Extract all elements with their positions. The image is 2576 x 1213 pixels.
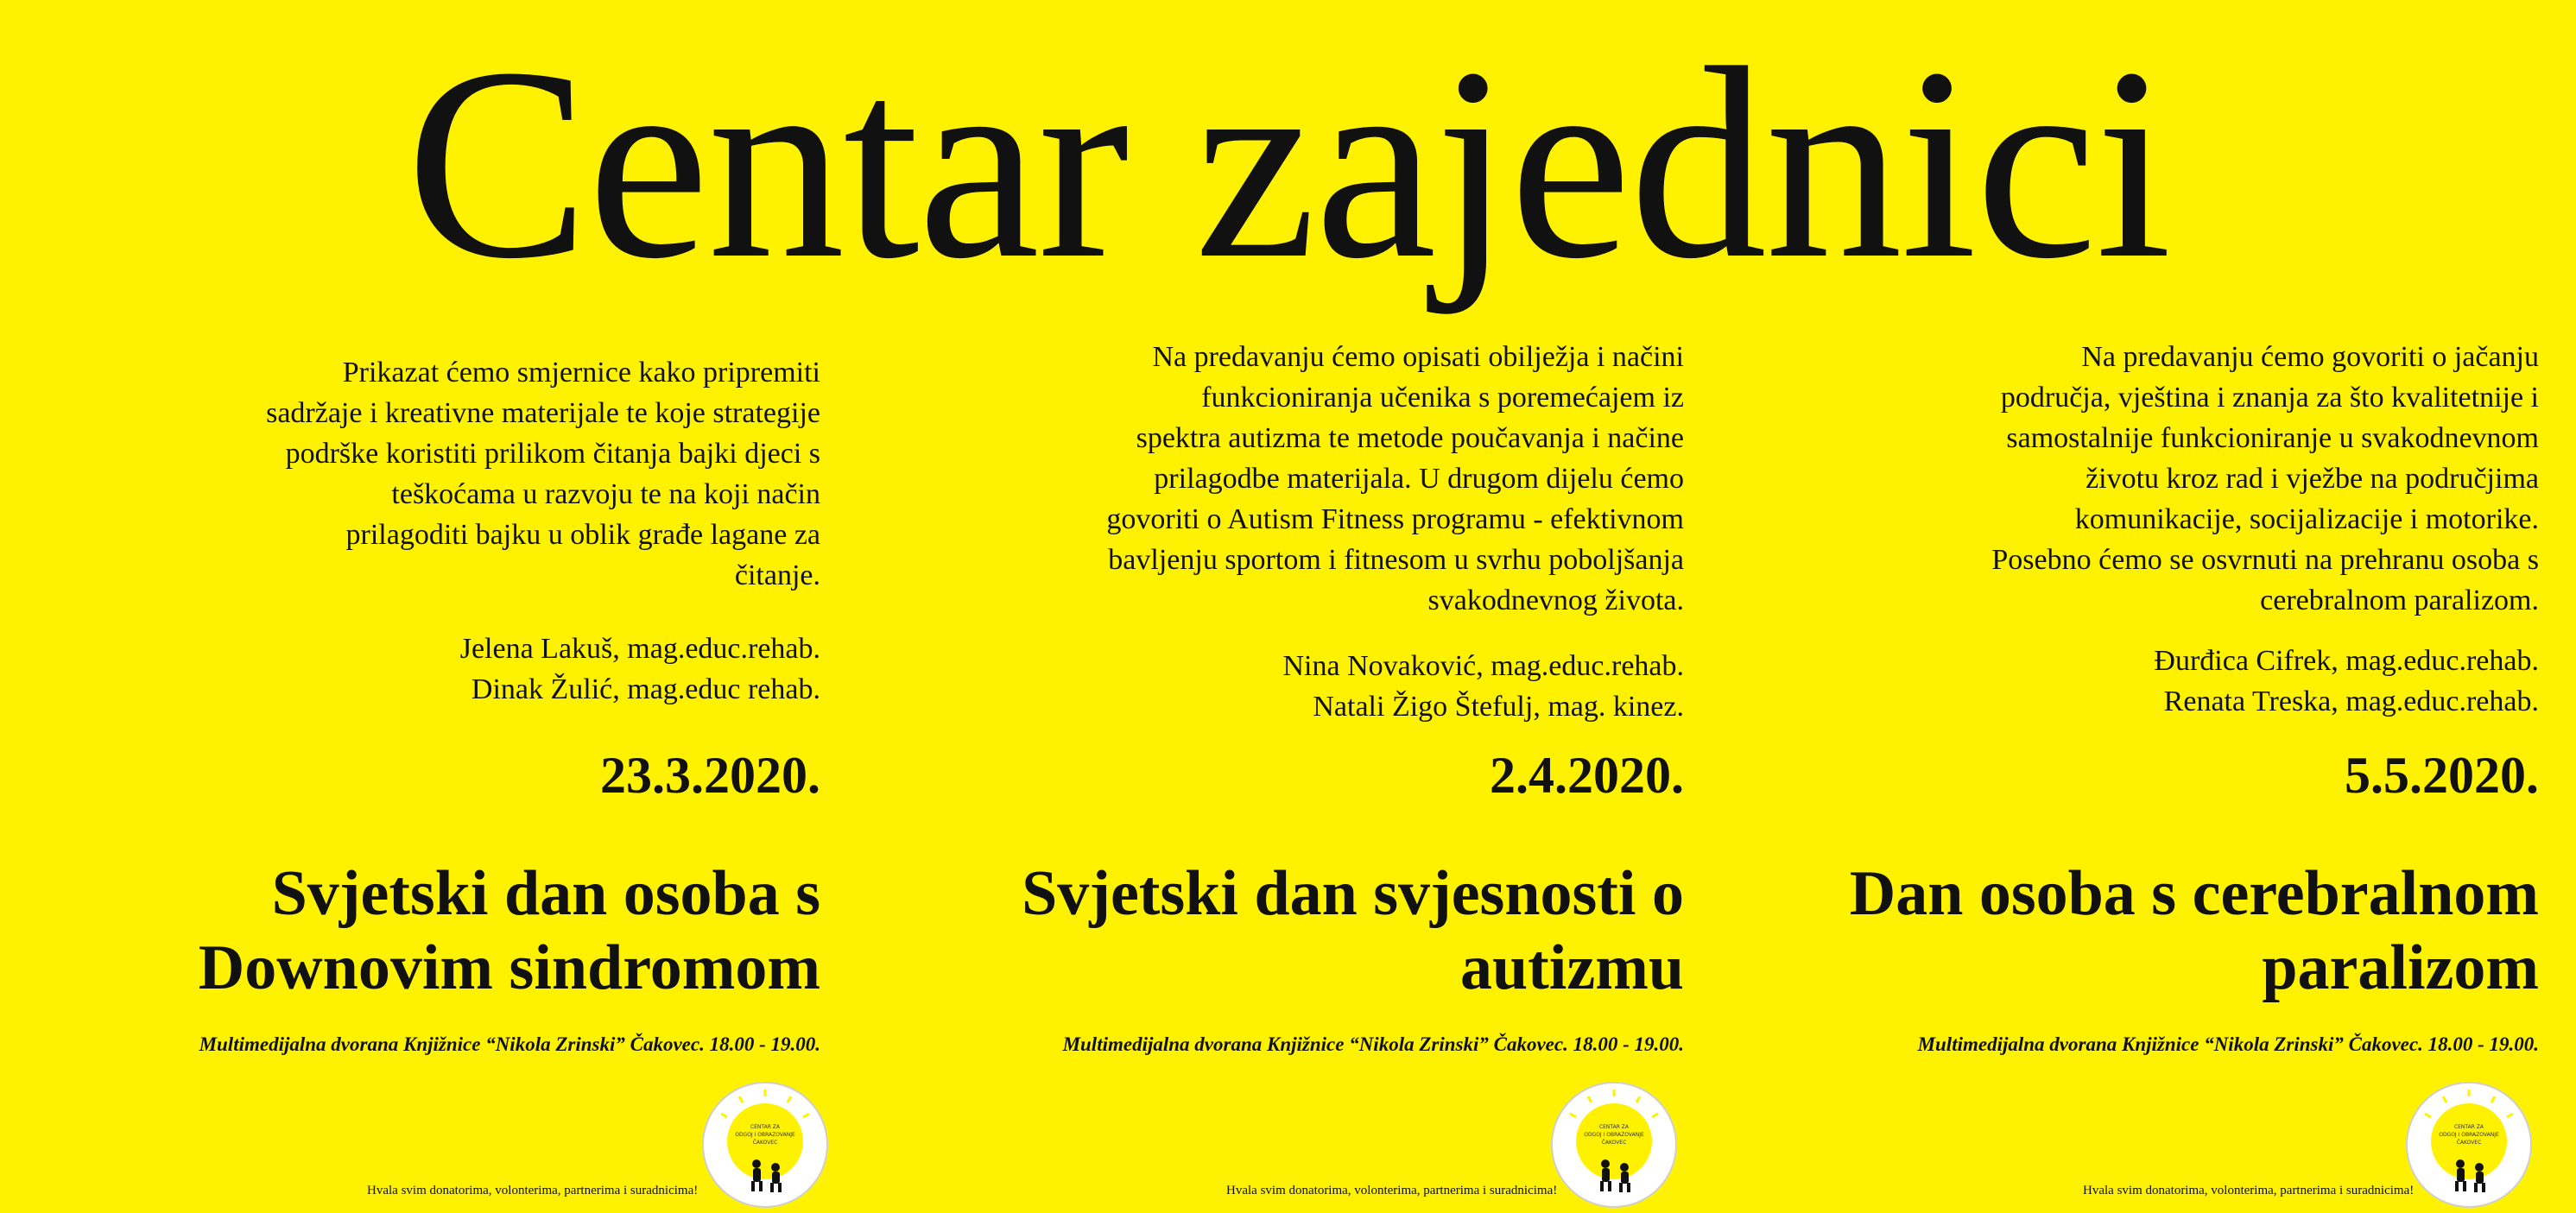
event-authors: Đurđica Cifrek, mag.educ.rehab. Renata Treska, mag.educ.rehab. bbox=[2154, 645, 2539, 717]
event-date: 23.3.2020. bbox=[600, 747, 820, 804]
svg-text:CENTAR ZA: CENTAR ZA bbox=[1598, 1124, 1630, 1130]
event-date: 2.4.2020. bbox=[1490, 747, 1684, 804]
thanks-note: Hvala svim donatorima, volonterima, partnerima i suradnicima! bbox=[1226, 1184, 1558, 1197]
organization-logo bbox=[2405, 1081, 2533, 1209]
event-description: Na predavanju ćemo opisati obilježja i načini funkcioniranja učenika s poremećajem iz spektra autizma te metode poučavanja i načine prilagodbe materijala. U drugom dijelu ćemo govoriti o Autism Fitness programu - efektivnom bavljenju sportom i fitnesom u svrhu poboljšanja svakodnevnog života. bbox=[1106, 341, 1684, 616]
event-venue: Multimedijalna dvorana Knjižnice “Nikola Zrinski” Čakovec. 18.00 - 19.00. bbox=[1062, 1033, 1684, 1055]
event-date: 5.5.2020. bbox=[2345, 747, 2539, 804]
page-title: Centar zajednici bbox=[406, 11, 2170, 315]
event-venue: Multimedijalna dvorana Knjižnice “Nikola Zrinski” Čakovec. 18.00 - 19.00. bbox=[1917, 1033, 2539, 1055]
svg-text:ODGOJ I OBRAZOVANJE: ODGOJ I OBRAZOVANJE bbox=[735, 1132, 795, 1138]
event-column-1 bbox=[43, 337, 820, 1204]
event-description: Na predavanju ćemo govoriti o jačanju područja, vještina i znanja za što kvalitetnije i samostalnije funkcioniranje u svakodnevnom životu kroz rad i vježbe na područjima komunikacije, socijalizacije i motorike. Posebno ćemo se osvrnuti na prehranu osoba s cerebralnom paralizom. bbox=[1991, 341, 2539, 616]
svg-text:ČAKOVEC: ČAKOVEC bbox=[2456, 1140, 2482, 1146]
svg-text:ODGOJ I OBRAZOVANJE: ODGOJ I OBRAZOVANJE bbox=[2439, 1132, 2499, 1138]
thanks-note: Hvala svim donatorima, volonterima, partnerima i suradnicima! bbox=[367, 1184, 699, 1197]
svg-text:ODGOJ I OBRAZOVANJE: ODGOJ I OBRAZOVANJE bbox=[1584, 1132, 1644, 1138]
svg-text:CENTAR ZA: CENTAR ZA bbox=[2453, 1124, 2484, 1130]
event-title: Svjetski dan osoba s Downovim sindromom bbox=[198, 858, 820, 1003]
organization-logo bbox=[1550, 1081, 1678, 1209]
event-column-3 bbox=[1762, 337, 2539, 1204]
event-title: Svjetski dan svjesnosti o autizmu bbox=[1022, 858, 1684, 1003]
svg-text:ČAKOVEC: ČAKOVEC bbox=[1601, 1140, 1627, 1146]
svg-text:ČAKOVEC: ČAKOVEC bbox=[752, 1140, 778, 1146]
svg-text:CENTAR ZA: CENTAR ZA bbox=[750, 1124, 781, 1130]
event-description: Prikazat ćemo smjernice kako pripremiti sadržaje i kreativne materijale te koje strategije podrške koristiti prilikom čitanja bajki djeci s teškoćama u razvoju te na koji način prilagoditi bajku u oblik građe lagane za čitanje. bbox=[266, 357, 820, 591]
organization-logo bbox=[701, 1081, 829, 1209]
event-column-2 bbox=[907, 337, 1684, 1204]
event-authors: Nina Novaković, mag.educ.rehab. Natali Žigo Štefulj, mag. kinez. bbox=[1282, 650, 1684, 723]
event-title: Dan osoba s cerebralnom paralizom bbox=[1849, 858, 2539, 1003]
event-authors: Jelena Lakuš, mag.educ.rehab. Dinak Žulić, mag.educ rehab. bbox=[459, 633, 820, 705]
event-venue: Multimedijalna dvorana Knjižnice “Nikola Zrinski” Čakovec. 18.00 - 19.00. bbox=[199, 1033, 820, 1055]
thanks-note: Hvala svim donatorima, volonterima, partnerima i suradnicima! bbox=[2083, 1184, 2415, 1197]
